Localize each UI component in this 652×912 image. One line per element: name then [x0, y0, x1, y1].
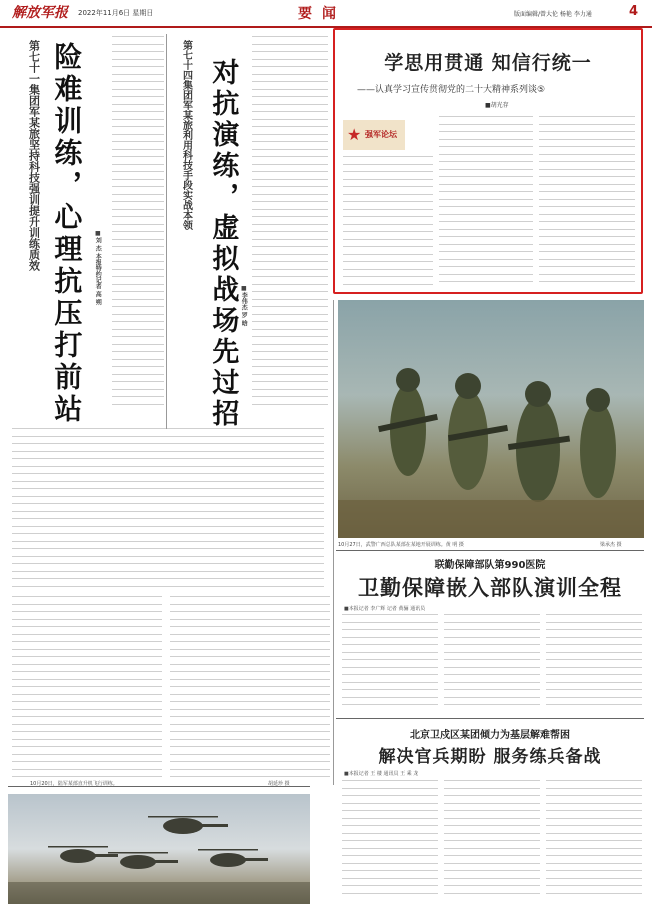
- page-editors: 版面编辑/曾大伦 杨艳 李力通: [514, 11, 592, 18]
- photo2-caption: 10月20日，陆军某部直升机飞行训练。: [30, 781, 118, 787]
- feature-commentary-box: [333, 28, 643, 294]
- section-title: 要闻: [298, 6, 346, 22]
- article-mid-headline: 对抗演练，虚拟战场先过招: [207, 58, 239, 430]
- forum-label: 强军论坛: [365, 129, 397, 139]
- article-mid-subhead: 第七十四集团军某旅利用科技手段实战本领: [180, 40, 192, 230]
- article-br2-byline: ■本报记者 王 楼 通讯员 王 乘 龙: [344, 771, 419, 777]
- article-br1-body-col1: [342, 614, 438, 714]
- article-left-subhead: 第七十一集团军某旅坚持科技强训提升训练质效: [27, 40, 41, 271]
- feature-body-col2: [439, 116, 533, 288]
- photo1-credit: 梁承杰 摄: [600, 542, 622, 548]
- soldiers-illustration: [338, 300, 644, 538]
- article-br2-headline: 解决官兵期盼 服务练兵备战: [378, 747, 602, 767]
- article-br1-kicker: 联勤保障部队第990医院: [434, 560, 546, 571]
- article-mid-body-2: [170, 596, 330, 786]
- photo2-credit: 胡延珍 摄: [268, 781, 290, 787]
- photo-helicopters: [8, 794, 310, 904]
- article-mid-byline: ■李伟杰 罗 晗: [240, 285, 248, 327]
- article-br1-body-col3: [546, 614, 642, 714]
- column-divider-2: [333, 300, 334, 785]
- feature-byline: ■胡光存: [485, 102, 509, 109]
- feature-body-col1: [343, 156, 433, 288]
- feature-subtitle: ——认真学习宣传贯彻党的二十大精神系列谈⑤: [357, 85, 546, 95]
- photo-soldiers-training: [338, 300, 644, 538]
- issue-date: 2022年11月6日 星期日: [78, 9, 154, 17]
- article-br2-body-col2: [444, 780, 540, 904]
- page-header: [0, 0, 652, 28]
- feature-body-col3: [539, 116, 635, 288]
- article-mid-body: [252, 36, 328, 421]
- article-left-body-bottom: [12, 428, 324, 588]
- column-divider-1: [166, 34, 167, 429]
- article-br1-byline: ■本报记者 李广辉 记者 黄骊 通讯员: [344, 606, 426, 612]
- photo1-caption: 10月27日，武警广西总队某部在某地开展训练。黄 明 摄: [338, 542, 464, 548]
- newspaper-logo: 解放军报: [12, 5, 68, 21]
- star-icon: ★: [347, 125, 362, 144]
- article-left-body: [112, 36, 164, 416]
- article-br2-body-col1: [342, 780, 438, 904]
- page-number: 4: [628, 4, 638, 19]
- section-divider-2: [336, 718, 644, 719]
- article-left-byline: ■刘 杰 本报特约记者 高 朔: [94, 230, 102, 306]
- article-br1-headline: 卫勤保障嵌入部队演训全程: [358, 575, 622, 600]
- section-divider-1: [336, 550, 644, 551]
- article-left-headline: 险难训练，心理抗压打前站: [50, 42, 84, 426]
- forum-badge: [343, 120, 405, 150]
- helicopters-illustration: [8, 794, 310, 904]
- article-br2-kicker: 北京卫戍区某团倾力为基层解难帮困: [410, 730, 570, 741]
- article-br2-body-col3: [546, 780, 642, 904]
- feature-title: 学思用贯通 知信行统一: [384, 52, 592, 74]
- article-left-body-2: [12, 596, 162, 786]
- article-br1-body-col2: [444, 614, 540, 714]
